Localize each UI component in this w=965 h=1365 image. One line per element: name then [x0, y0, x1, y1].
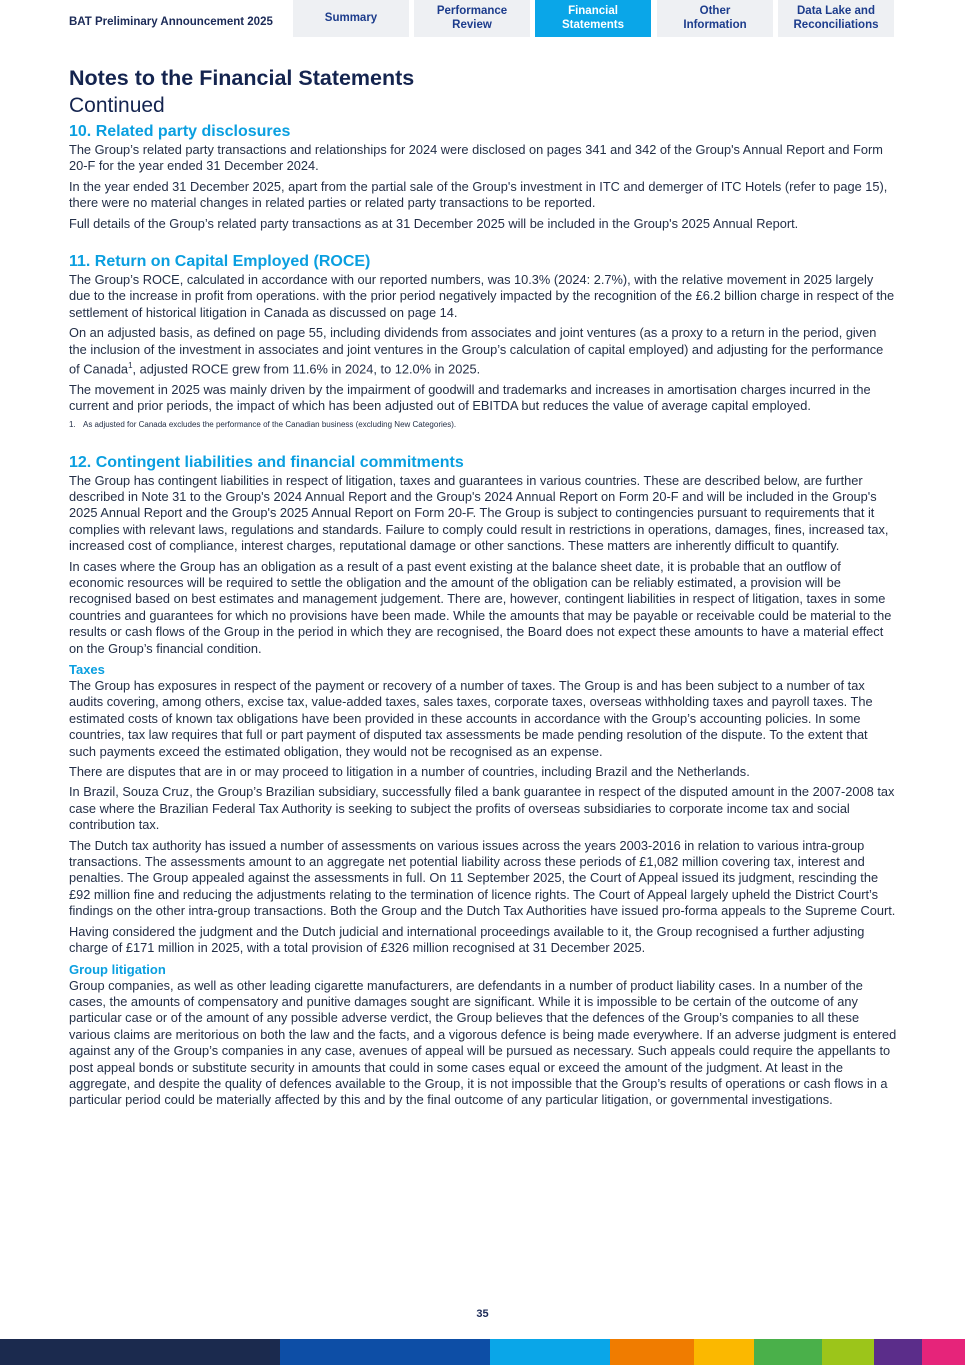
footer-color-bar [0, 1339, 965, 1365]
section-heading-roce: 11. Return on Capital Employed (ROCE) [69, 253, 371, 271]
paragraph: The Group has exposures in respect of the payment or recovery of a number of taxes. The Group is and has been subject to a number of tax audits covering, among others, excise tax, value-added taxes, sales taxes, corporate taxes, overseas withholding taxes and payroll taxes. The estimated costs of known tax obligations have been provided in these accounts in accordance with the Group’s accounting policies. In some countries, tax law requires that full or part payment of disputed tax assessments be made pending resolution of the dispute. To the extent that such payments exceed the estimated obligation, they would not be recognised as an expense. [69, 678, 873, 759]
color-segment [0, 1339, 280, 1365]
paragraph: Group companies, as well as other leading cigarette manufacturers, are defendants in a number of product liability cases. In a number of the cases, the amounts of compensatory and punitive damages sought are significant. While it is impossible to be certain of the outcome of any particular case or of the amount of any possible adverse verdict, the Group believes that the defences of the Group’s companies to all these various claims are meritorious on both the law and the facts, and a vigorous defence is being made everywhere. If an adverse judgment is entered against any of the Group’s companies in any case, avenues of appeal will be pursued as necessary. Such appeals could require the appellants to post appeal bonds or substitute security in amounts that could in some cases equal or exceed the amount of the judgment. At least in the aggregate, and despite the quality of defences available to the Group, it is not impossible that the Group’s results of operations or cash flows in a particular period could be materially affected by this and by the final outcome of any particular litigation, or governmental investigations. [69, 977, 897, 1108]
color-segment [754, 1339, 822, 1365]
brand-title: BAT Preliminary Announcement 2025 [69, 16, 273, 28]
subheading-group-litigation: Group litigation [69, 961, 166, 977]
footnote-marker: 1 [128, 361, 133, 371]
tab-performance-review[interactable]: Performance Review [414, 0, 530, 37]
footnote-number: 1. [69, 419, 76, 429]
section-heading-related-party: 10. Related party disclosures [69, 123, 291, 140]
footnote-text: As adjusted for Canada excludes the performance of the Canadian business (excluding New Categories). [83, 419, 457, 429]
page-number: 35 [476, 1308, 489, 1320]
page-title: Notes to the Financial Statements [69, 66, 415, 90]
color-segment [490, 1339, 610, 1365]
color-segment [280, 1339, 490, 1365]
paragraph: In Brazil, Souza Cruz, the Group’s Brazilian subsidiary, successfully filed a bank guarantee in respect of the disputed amount in the 2007-2008 tax case where the Brazilian Federal Tax Authority is seeking to subject the profits of overseas subsidiaries to corporate income tax and social contribution tax. [69, 784, 895, 833]
paragraph: In the year ended 31 December 2025, apart from the partial sale of the Group's investment in ITC and demerger of ITC Hotels (refer to page 15), there were no material changes in related parties or related party transactions to be reported. [69, 178, 888, 211]
tab-other-information[interactable]: Other Information [657, 0, 773, 37]
section-heading-contingent-liabilities: 12. Contingent liabilities and financial commitments [69, 453, 464, 471]
paragraph: The movement in 2025 was mainly driven by the impairment of goodwill and trademarks and increases in amortisation charges incurred in the current and prior periods, the impact of which has been adjusted out of EBITDA but reduces the value of average capital employed. [69, 381, 871, 414]
paragraph: In cases where the Group has an obligation as a result of a past event existing at the balance sheet date, it is probable that an outflow of economic resources will be required to settle the obligation and the amount of the obligation can be reliably estimated, a provision will be recognised based on best estimates and management judgement. There are, however, contingent liabilities in respect of litigation, taxes in some countries and guarantees for which no provisions have been made. While the amounts that may be payable or receivable could be material to the results or cash flows of the Group in the period in which they are recognised, the Board does not expect these amounts to have a material effect on the Group’s financial condition. [69, 558, 892, 656]
main-content [69, 64, 897, 1113]
paragraph: The Group’s ROCE, calculated in accordance with our reported numbers, was 10.3% (2024: 2.7%), with the relative movement in 2025 largely due to the increase in profit from operations. with the prior period negatively impacted by the recognition of the £6.2 billion charge in respect of the settlement of historical litigation in Canada as discussed on page 14. [69, 272, 895, 320]
paragraph-text: On an adjusted basis, as defined on page 55, including dividends from associates and joint ventures (as a proxy to a return in the period, given the inclusion of the investment in associates and joint ventures in the Group’s calculation of capital employed) and adjusting for the performance of Canada [69, 325, 884, 377]
color-segment [610, 1339, 694, 1365]
paragraph [69, 325, 897, 377]
tab-financial-statements[interactable]: Financial Statements [535, 0, 651, 37]
paragraph: The Group’s related party transactions and relationships for 2024 were disclosed on pages 341 and 342 of the Group's Annual Report and Form 20-F for the year ended 31 December 2024. [69, 142, 883, 174]
footnote [69, 419, 897, 431]
subheading-taxes: Taxes [69, 662, 105, 678]
paragraph: There are disputes that are in or may proceed to litigation in a number of countries, including Brazil and the Netherlands. [69, 764, 750, 780]
color-segment [822, 1339, 874, 1365]
tab-data-lake-reconciliations[interactable]: Data Lake and Reconciliations [778, 0, 894, 37]
color-segment [874, 1339, 922, 1365]
color-segment [922, 1339, 965, 1365]
page-subtitle: Continued [69, 94, 165, 117]
top-navigation [0, 0, 965, 38]
tab-summary[interactable]: Summary [293, 0, 409, 37]
paragraph: Having considered the judgment and the Dutch judicial and international proceedings available to it, the Group recognised a further adjusting charge of £171 million in 2025, with a total provision of £326 million recognised at 31 December 2025. [69, 923, 865, 956]
paragraph: The Dutch tax authority has issued a number of assessments on various issues across the years 2003-2016 in relation to various intra-group transactions. The assessments amount to an aggregate net potential liability across these periods of £1,082 million covering tax, interest and penalties. The Group appealed against the assessments in full. On 11 September 2025, the Court of Appeal issued its judgment, rescinding the £92 million fine and reducing the adjustments relating to the termination of licence rights. The Court of Appeal largely upheld the District Court’s findings on the other intra-group transactions. Both the Group and the Dutch Tax Authorities have issued pro-forma appeals to the Supreme Court. [69, 837, 896, 919]
paragraph: Full details of the Group’s related party transactions as at 31 December 2025 will be included in the Group's 2025 Annual Report. [69, 215, 799, 231]
color-segment [694, 1339, 754, 1365]
paragraph: The Group has contingent liabilities in respect of litigation, taxes and guarantees in various countries. These are described below, are further described in Note 31 to the Group's 2024 Annual Report and the Group's 2024 Annual Report on Form 20-F and will be included in the Group's 2025 Annual Report and the Group's 2025 Annual Report on Form 20-F. The Group is subject to contingencies pursuant to requirements that it complies with relevant laws, regulations and standards. Failure to comply could result in restrictions in operations, damages, fines, increased tax, increased cost of compliance, interest charges, reputational damage or other sanctions. These matters are inherently difficult to quantify. [69, 472, 889, 554]
paragraph-text: , adjusted ROCE grew from 11.6% in 2024, to 12.0% in 2025. [132, 361, 481, 377]
